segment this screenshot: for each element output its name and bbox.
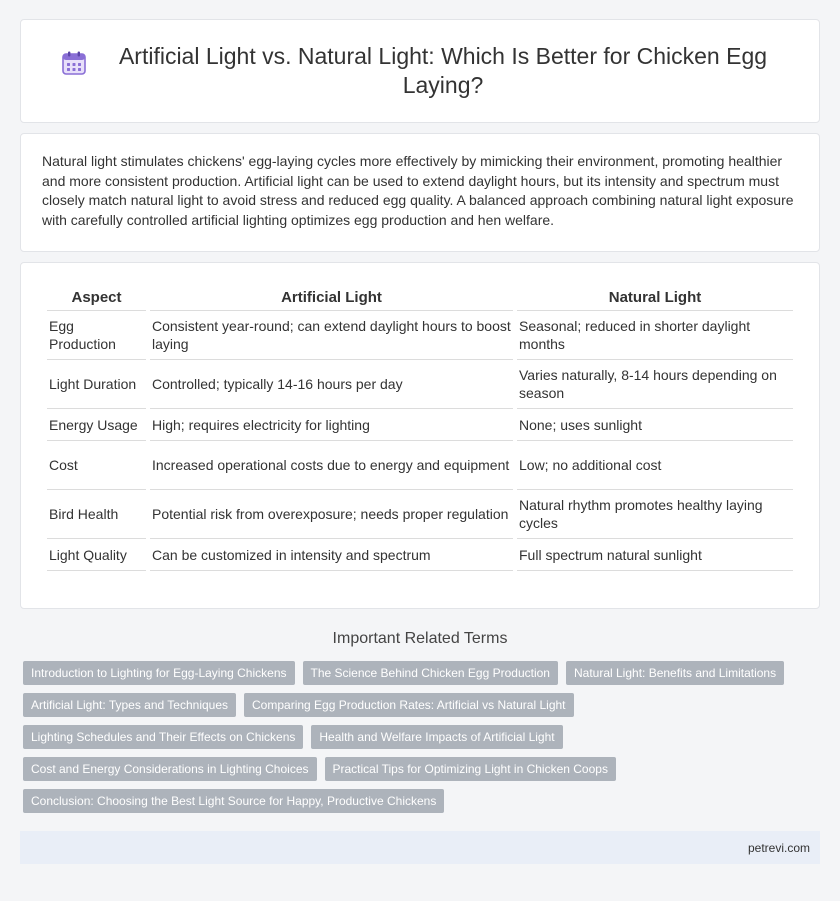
table-row [47,441,793,490]
header-aspect: Aspect [47,287,146,311]
cell-natural: Seasonal; reduced in shorter daylight months [517,311,793,360]
cell-natural: Low; no additional cost [517,441,793,490]
cell-artificial: Consistent year-round; can extend daylight hours to boost laying [150,311,513,360]
table-row [47,409,793,441]
cell-artificial: Increased operational costs due to energy and equipment [150,441,513,490]
related-term-tag[interactable]: The Science Behind Chicken Egg Production [303,661,558,685]
cell-aspect: Cost [47,441,146,490]
cell-natural: Natural rhythm promotes healthy laying cycles [517,490,793,539]
summary-card [20,133,820,252]
comparison-card [20,262,820,609]
cell-aspect: Bird Health [47,490,146,539]
footer [20,831,820,864]
table-row [47,539,793,571]
related-term-tag[interactable]: Natural Light: Benefits and Limitations [566,661,784,685]
cell-aspect: Light Quality [47,539,146,571]
calendar-icon [61,50,87,76]
related-term-tag[interactable]: Health and Welfare Impacts of Artificial Light [311,725,562,749]
table-row [47,311,793,360]
cell-aspect: Egg Production [47,311,146,360]
table-header-row [47,287,793,311]
title-card [20,19,820,123]
cell-aspect: Energy Usage [47,409,146,441]
cell-natural: Full spectrum natural sunlight [517,539,793,571]
cell-natural: None; uses sunlight [517,409,793,441]
header-artificial-light: Artificial Light [150,287,513,311]
cell-artificial: Can be customized in intensity and spectrum [150,539,513,571]
table-row [47,360,793,409]
related-term-tag[interactable]: Artificial Light: Types and Techniques [23,693,236,717]
cell-artificial: High; requires electricity for lighting [150,409,513,441]
cell-artificial: Controlled; typically 14-16 hours per day [150,360,513,409]
page-title: Artificial Light vs. Natural Light: Which Is Better for Chicken Egg Laying? [118,43,768,98]
comparison-table [43,287,797,571]
cell-natural: Varies naturally, 8-14 hours depending on season [517,360,793,409]
header-natural-light: Natural Light [517,287,793,311]
cell-artificial: Potential risk from overexposure; needs proper regulation [150,490,513,539]
related-term-tag[interactable]: Comparing Egg Production Rates: Artificial vs Natural Light [244,693,573,717]
related-term-tag[interactable]: Lighting Schedules and Their Effects on Chickens [23,725,303,749]
related-term-tag[interactable]: Cost and Energy Considerations in Lighting Choices [23,757,317,781]
summary-text: Natural light stimulates chickens' egg-laying cycles more effectively by mimicking their environment, promoting healthier and more consistent production. Artificial light can be used to extend daylight hours, but its intensity and spectrum must closely match natural light to avoid stress and reduced egg quality. A balanced approach combining natural light exposure with carefully controlled artificial lighting optimizes egg production and hen welfare. [42,153,794,228]
related-terms-list [23,661,820,821]
table-row [47,490,793,539]
related-term-tag[interactable]: Conclusion: Choosing the Best Light Source for Happy, Productive Chickens [23,789,444,813]
related-term-tag[interactable]: Practical Tips for Optimizing Light in Chicken Coops [325,757,616,781]
related-terms-heading: Important Related Terms [332,630,508,647]
related-term-tag[interactable]: Introduction to Lighting for Egg-Laying Chickens [23,661,295,685]
cell-aspect: Light Duration [47,360,146,409]
footer-site-link[interactable]: petrevi.com [747,840,810,855]
